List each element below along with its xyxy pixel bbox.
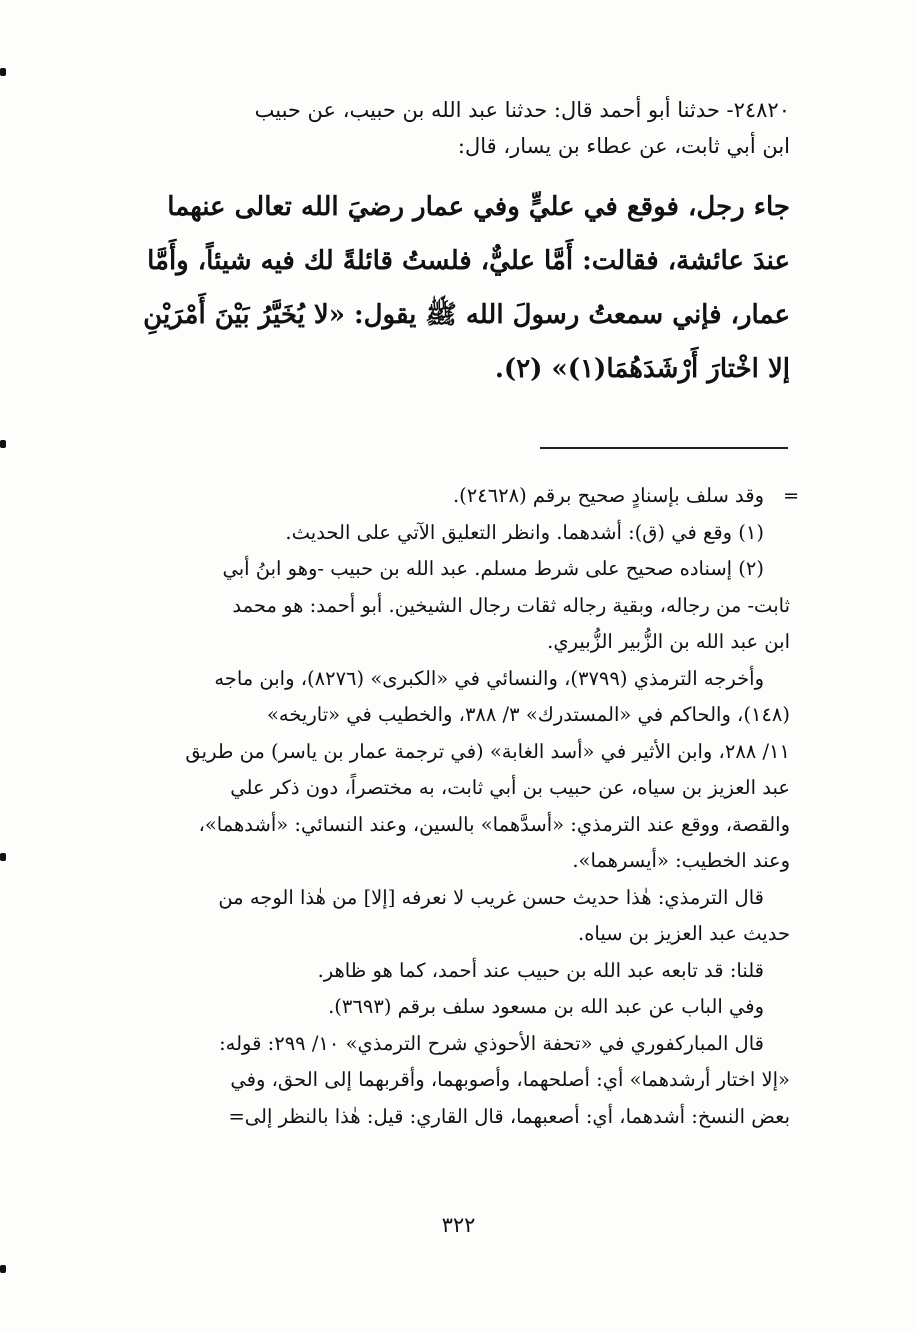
footnote-line: قال المباركفوري في «تحفة الأحوذي شرح الترمذي» ١٠/ ٢٩٩: قوله:	[219, 1031, 764, 1055]
footnote-line: (٢) إسناده صحيح على شرط مسلم. عبد الله بن حبيب -وهو ابنُ أبي	[222, 557, 764, 580]
footnote-line: (١٤٨)، والحاكم في «المستدرك» ٣/ ٣٨٨، والخطيب في «تاريخه»	[266, 703, 790, 726]
continuation-mark: =	[783, 485, 799, 507]
footnote-line: وفي الباب عن عبد الله بن مسعود سلف برقم (٣٦٩٣).	[328, 995, 764, 1018]
footnote-line: وقد سلف بإسنادٍ صحيح برقم (٢٤٦٢٨).	[452, 484, 764, 507]
footnote-line: «إلا اختار أرشدهما» أي: أصلحهما، وأصوبهما، وأقربهما إلى الحق، وفي	[230, 1068, 790, 1091]
matn-line: جاء رجل، فوقع في عليٍّ وفي عمار رضيَ الله تعالى عنهما	[167, 192, 790, 222]
isnad-line: ابن أبي ثابت، عن عطاء بن يسار، قال:	[457, 134, 790, 158]
footnote-line: (١) وقع في (ق): أشدهما. وانظر التعليق الآتي على الحديث.	[285, 520, 764, 544]
page-number: ٣٢٢	[441, 1213, 476, 1237]
scan-edge-mark	[0, 440, 6, 448]
footnote-line: والقصة، ووقع عند الترمذي: «أسدَّهما» بالسين، وعند النسائي: «أشدهما»،	[198, 812, 790, 836]
matn-line: إلا اخْتارَ أَرْشَدَهُمَا(١)» (٢).	[494, 354, 790, 384]
footnote-line: عبد العزيز بن سياه، عن حبيب بن أبي ثابت، به مختصراً، دون ذكر علي	[230, 776, 790, 799]
scan-edge-mark	[0, 1265, 6, 1273]
footnote-line: قال الترمذي: هٰذا حديث حسن غريب لا نعرفه [إلا] من هٰذا الوجه من	[218, 885, 764, 909]
footnote-line: ١١/ ٢٨٨، وابن الأثير في «أسد الغابة» (في ترجمة عمار بن ياسر) من طريق	[185, 739, 790, 763]
footnote-line: وأخرجه الترمذي (٣٧٩٩)، والنسائي في «الكبرى» (٨٢٧٦)، وابن ماجه	[214, 666, 764, 690]
isnad-line: ٢٤٨٢٠- حدثنا أبو أحمد قال: حدثنا عبد الله بن حبيب، عن حبيب	[254, 98, 790, 122]
footnotes	[90, 478, 790, 1135]
footnote-line: وعند الخطيب: «أيسرهما».	[572, 849, 790, 872]
scan-edge-mark	[0, 853, 6, 861]
matn-line: عندَ عائشة، فقالت: أَمَّا عليٌّ، فلستُ قائلةً لك فيه شيئاً، وأَمَّا	[147, 246, 790, 276]
scan-edge-mark	[0, 68, 6, 76]
footnote-line: قلنا: قد تابعه عبد الله بن حبيب عند أحمد، كما هو ظاهر.	[317, 958, 764, 982]
footnote-line: ثابت- من رجاله، وبقية رجاله ثقات رجال الشيخين. أبو أحمد: هو محمد	[232, 593, 790, 617]
footnote-divider	[540, 447, 788, 449]
footnote-line: حديث عبد العزيز بن سياه.	[578, 922, 790, 945]
isnad	[90, 92, 790, 164]
footnote-line: ابن عبد الله بن الزُّبير الزُّبيري.	[547, 630, 790, 653]
footnote-line: بعض النسخ: أشدهما، أي: أصعبهما، قال القاري: قيل: هٰذا بالنظر إلى=	[228, 1104, 790, 1128]
matn	[90, 180, 790, 396]
matn-line: عمار، فإني سمعتُ رسولَ الله ﷺ يقول: «لا يُخَيَّرُ بَيْنَ أَمْرَيْنِ	[143, 300, 790, 330]
hadith-section	[90, 92, 790, 396]
